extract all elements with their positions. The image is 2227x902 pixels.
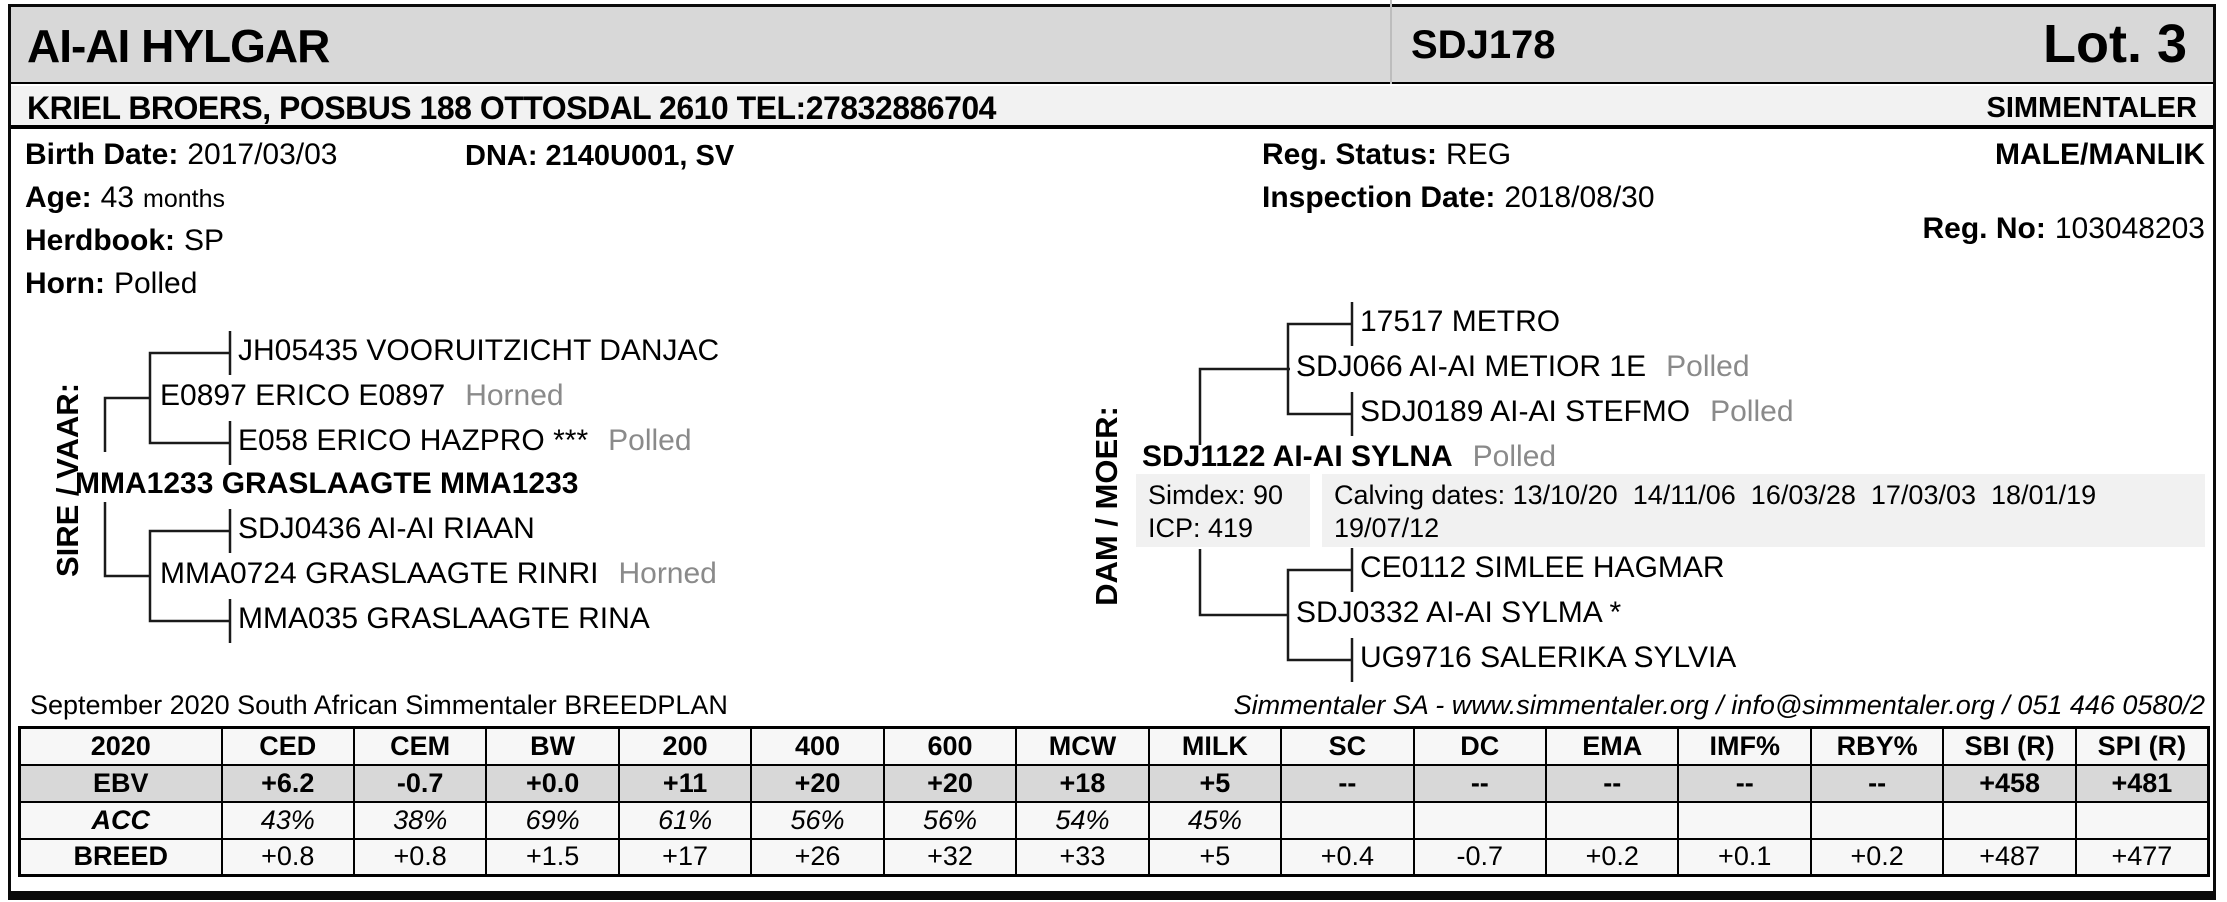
col-header-sbi: SBI (R) (1943, 728, 2075, 765)
cell: +0.2 (1546, 839, 1678, 876)
cell: +26 (751, 839, 883, 876)
reg-no-label: Reg. No: (1922, 212, 2046, 245)
dam-index-box (1136, 474, 1310, 547)
cell: +0.2 (1811, 839, 1943, 876)
horn-status: Polled (1472, 440, 1557, 473)
breeder-contact: KRIEL BROERS, POSBUS 188 OTTOSDAL 2610 TEL:27832886704 (27, 90, 996, 126)
col-header-milk: MILK (1149, 728, 1281, 765)
cell: -- (1811, 765, 1943, 802)
sire-granddam (238, 424, 692, 458)
cell: 56% (884, 802, 1016, 839)
cell: -- (1678, 765, 1810, 802)
cell (2076, 802, 2209, 839)
animal-name-text: MMA1233 GRASLAAGTE MMA1233 (75, 467, 579, 500)
row-label: ACC (20, 802, 222, 839)
col-header-year: 2020 (20, 728, 222, 765)
horn-status: Polled (1710, 395, 1794, 428)
col-header-cem: CEM (354, 728, 486, 765)
sire-dam-sire (238, 512, 535, 546)
cell: +0.8 (222, 839, 354, 876)
dam-dam-dam (1360, 641, 1736, 675)
animal-name-text: SDJ1122 AI-AI SYLNA (1142, 440, 1453, 473)
breed-name: SIMMENTALER (1986, 92, 2197, 124)
animal-name-text: 17517 METRO (1360, 305, 1561, 338)
birth-date-value: 2017/03/03 (187, 138, 338, 171)
cell: 43% (222, 802, 354, 839)
animal-name-text: MMA035 GRASLAAGTE RINA (238, 602, 650, 635)
cell: 38% (354, 802, 486, 839)
lot-number: Lot. 3 (2043, 14, 2187, 74)
col-header-600: 600 (884, 728, 1016, 765)
animal-name-text: MMA0724 GRASLAAGTE RINRI (160, 557, 599, 590)
cell: +32 (884, 839, 1016, 876)
sire-root (75, 467, 578, 501)
cell (1546, 802, 1678, 839)
sire-sire (160, 379, 564, 413)
horn-status: Polled (608, 424, 692, 457)
row-label: BREED (20, 839, 222, 876)
cell: +0.8 (354, 839, 486, 876)
animal-name-text: CE0112 SIMLEE HAGMAR (1360, 551, 1725, 584)
animal-name: AI-AI HYLGAR (27, 20, 330, 72)
cell: +0.4 (1281, 839, 1413, 876)
cell: +458 (1943, 765, 2075, 802)
cell: +0.0 (486, 765, 618, 802)
cell: -0.7 (1414, 839, 1546, 876)
cell: +17 (619, 839, 751, 876)
horn-status: Horned (465, 379, 564, 412)
cell: +6.2 (222, 765, 354, 802)
cell: +18 (1016, 765, 1148, 802)
animal-name-text: UG9716 SALERIKA SYLVIA (1360, 641, 1737, 674)
sire-grandsire (238, 334, 719, 368)
simdex-value: Simdex: 90 (1148, 480, 1284, 510)
cell (1414, 802, 1546, 839)
col-header-200: 200 (619, 728, 751, 765)
cell: 54% (1016, 802, 1148, 839)
cell: -0.7 (354, 765, 486, 802)
cell: +20 (884, 765, 1016, 802)
herdbook-value: SP (184, 224, 225, 257)
reg-status-label: Reg. Status: (1262, 138, 1438, 171)
inspection-date-label: Inspection Date: (1262, 181, 1496, 214)
col-header-ema: EMA (1546, 728, 1678, 765)
cell: +33 (1016, 839, 1148, 876)
cell: 61% (619, 802, 751, 839)
sire-tree-label: SIRE / VAAR: (50, 382, 85, 578)
ebv-table (18, 726, 2210, 877)
col-header-spi: SPI (R) (2076, 728, 2209, 765)
dna-line: DNA: 2140U001, SV (465, 140, 735, 172)
cell: 45% (1149, 802, 1281, 839)
animal-name-text: SDJ0332 AI-AI SYLMA * (1296, 596, 1622, 629)
cell: +481 (2076, 765, 2209, 802)
cell: +1.5 (486, 839, 618, 876)
animal-name-text: SDJ0189 AI-AI STEFMO (1360, 395, 1691, 428)
row-label: EBV (20, 765, 222, 802)
horn-status: Horned (618, 557, 717, 590)
ebv-values-row (20, 765, 2209, 802)
cell: +477 (2076, 839, 2209, 876)
reg-no-value: 103048203 (2054, 212, 2205, 245)
cell: +11 (619, 765, 751, 802)
col-header-mcw: MCW (1016, 728, 1148, 765)
animal-id: SDJ178 (1411, 23, 1556, 67)
animal-name-text: SDJ066 AI-AI METIOR 1E (1296, 350, 1647, 383)
cell: -- (1281, 765, 1413, 802)
cell: +0.1 (1678, 839, 1810, 876)
col-header-sc: SC (1281, 728, 1413, 765)
cell: +487 (1943, 839, 2075, 876)
horn-value: Polled (113, 267, 198, 300)
cell: 69% (486, 802, 618, 839)
cell: 56% (751, 802, 883, 839)
birth-date-label: Birth Date: (25, 138, 179, 171)
sire-dam (160, 557, 717, 591)
dam-main-upper (1200, 369, 1290, 445)
animal-name-text: E0897 ERICO E0897 (160, 379, 446, 412)
sire-dam-dam (238, 602, 650, 636)
animal-name-text: E058 ERICO HAZPRO *** (238, 424, 589, 457)
horn-status: Polled (1666, 350, 1750, 383)
age-unit: months (143, 185, 226, 213)
col-header-imf: IMF% (1678, 728, 1810, 765)
dam-granddam (1360, 395, 1794, 429)
age-value: 43 (100, 181, 135, 214)
cell: +5 (1149, 765, 1281, 802)
cell (1678, 802, 1810, 839)
horn-label: Horn: (25, 267, 105, 300)
dam-grandsire (1360, 305, 1560, 339)
animal-name-text: SDJ0436 AI-AI RIAAN (238, 512, 535, 545)
cell: +5 (1149, 839, 1281, 876)
calving-dates-box (1322, 474, 2205, 547)
herdbook-label: Herdbook: (25, 224, 175, 257)
icp-value: ICP: 419 (1148, 513, 1254, 543)
dam-root (1142, 440, 1556, 474)
calving-dates-line2: 19/07/12 (1334, 513, 1440, 543)
dam-sire (1296, 350, 1750, 384)
dam-dam (1296, 596, 1621, 630)
age-label: Age: (25, 181, 92, 214)
dam-main-lower (1200, 549, 1288, 615)
col-header-400: 400 (751, 728, 883, 765)
breedplan-caption: September 2020 South African Simmentaler BREEDPLAN (30, 690, 728, 720)
dam-tree-label: DAM / MOER: (1089, 406, 1124, 606)
animal-name-text: JH05435 VOORUITZICHT DANJAC (238, 334, 720, 367)
col-header-rby: RBY% (1811, 728, 1943, 765)
col-header-dc: DC (1414, 728, 1546, 765)
cell (1943, 802, 2075, 839)
cell (1281, 802, 1413, 839)
ebv-table-header-row (20, 728, 2209, 765)
sex-label: MALE/MANLIK (1995, 138, 2205, 171)
calving-dates-line1: Calving dates: 13/10/20 14/11/06 16/03/28 17/03/03 18/01/19 (1334, 480, 2097, 510)
reg-status-value: REG (1446, 138, 1512, 171)
inspection-date-value: 2018/08/30 (1504, 181, 1655, 214)
simmentaler-contact: Simmentaler SA - www.simmentaler.org / info@simmentaler.org / 051 446 0580/2 (1233, 690, 2205, 720)
cell: -- (1414, 765, 1546, 802)
cell: -- (1546, 765, 1678, 802)
cell (1811, 802, 1943, 839)
dam-dam-sire (1360, 551, 1725, 585)
breed-values-row (20, 839, 2209, 876)
col-header-ced: CED (222, 728, 354, 765)
acc-values-row (20, 802, 2209, 839)
col-header-bw: BW (486, 728, 618, 765)
cell: +20 (751, 765, 883, 802)
